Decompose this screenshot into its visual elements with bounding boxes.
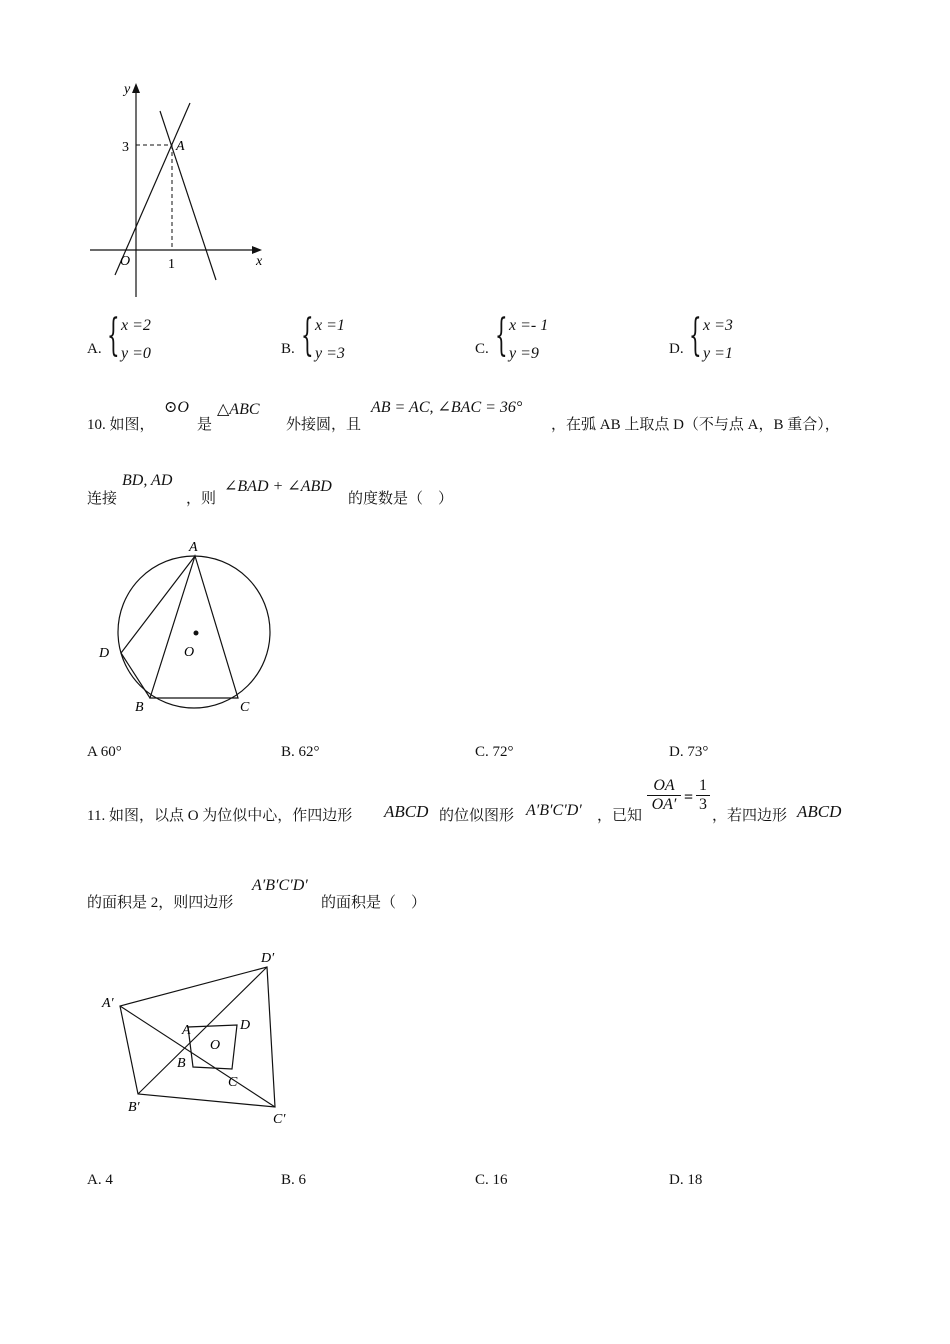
segments-expression: BD, AD	[122, 472, 173, 489]
q10-option-c[interactable]: C. 72°	[475, 744, 514, 760]
vertex-a-label: A	[182, 1023, 191, 1038]
text-fragment: 的度数是（ ）	[348, 491, 454, 507]
ratio-fraction-left	[647, 777, 681, 814]
circle-symbol: ⊙O	[164, 399, 189, 416]
q10-number: 10. 如图，	[87, 417, 155, 433]
origin-label: O	[120, 254, 131, 269]
fraction-numerator: OA	[653, 777, 675, 794]
text-fragment: ，则	[186, 491, 217, 507]
eq-line-1: x =3	[703, 317, 733, 334]
eq-line-2: y =1	[703, 345, 733, 362]
eq-line-2: y =0	[121, 345, 151, 362]
x-tick-label: 1	[168, 257, 175, 272]
q11-option-c[interactable]: C. 16	[475, 1172, 508, 1188]
vertex-c-label: C	[240, 700, 250, 715]
quad-image: A′B′C′D′	[526, 802, 582, 819]
q10-option-b[interactable]: B. 62°	[281, 744, 320, 760]
q9-coordinate-graph	[80, 75, 280, 305]
brace-icon: {	[495, 310, 508, 361]
vertex-b-label: B	[177, 1056, 186, 1071]
option-letter: D.	[669, 341, 684, 357]
vertex-b-prime-label: B′	[128, 1100, 140, 1115]
option-letter: A.	[87, 341, 102, 357]
text-fragment: ，在弧 AB 上取点 D（不与点 A，B 重合），	[551, 417, 840, 433]
option-letter: C.	[475, 341, 489, 357]
q11-number: 11. 如图，以点 O 为位似中心，作四边形	[87, 808, 353, 824]
text-fragment: 外接圆，且	[286, 417, 362, 433]
angle-sum-expression: ∠BAD + ∠ABD	[224, 478, 332, 495]
eq-line-2: y =3	[315, 345, 345, 362]
center-o-label: O	[210, 1038, 221, 1053]
vertex-c-prime-label: C′	[273, 1112, 286, 1127]
q11-option-b[interactable]: B. 6	[281, 1172, 307, 1188]
text-fragment: 是	[197, 417, 213, 433]
quad-abcd: ABCD	[384, 802, 429, 821]
x-axis-label: x	[256, 254, 263, 269]
condition-expression: AB = AC, ∠BAC = 36°	[371, 399, 523, 416]
q10-option-a[interactable]: A 60°	[87, 744, 122, 760]
fraction-denominator: OA′	[647, 795, 681, 814]
y-tick-label: 3	[122, 140, 129, 155]
text-fragment: 的面积是 2，则四边形	[87, 895, 234, 911]
ratio-fraction-right	[696, 777, 710, 814]
y-axis-label: y	[124, 82, 131, 97]
q11-homothety-figure	[95, 945, 310, 1130]
q10-circle-figure	[90, 535, 290, 720]
q11-option-d[interactable]: D. 18	[669, 1172, 703, 1188]
eq-line-1: x =2	[121, 317, 151, 334]
text-fragment: 的位似图形	[439, 808, 515, 824]
triangle-symbol: △ABC	[217, 401, 260, 418]
q10-option-d[interactable]: D. 73°	[669, 744, 709, 760]
eq-line-1: x =- 1	[509, 317, 549, 334]
fraction-denominator: 3	[696, 795, 710, 814]
fraction-numerator: 1	[699, 777, 707, 794]
brace-icon: {	[301, 310, 314, 361]
center-o-label: O	[184, 645, 195, 660]
point-a-label: A	[176, 139, 185, 154]
vertex-a-prime-label: A′	[102, 996, 114, 1011]
brace-icon: {	[107, 310, 120, 361]
vertex-d-prime-label: D′	[261, 951, 275, 966]
q11-option-a[interactable]: A. 4	[87, 1172, 113, 1188]
vertex-d-label: D	[240, 1018, 251, 1033]
text-fragment: 的面积是（ ）	[321, 895, 427, 911]
vertex-a-label: A	[189, 540, 198, 555]
text-fragment: ，已知	[597, 808, 643, 824]
eq-line-2: y =9	[509, 345, 539, 362]
vertex-c-label: C	[228, 1075, 238, 1090]
quad-image: A′B′C′D′	[252, 877, 308, 894]
text-fragment: 连接	[87, 491, 118, 507]
vertex-d-label: D	[99, 646, 110, 661]
brace-icon: {	[689, 310, 702, 361]
equals-sign: =	[684, 789, 694, 806]
text-fragment: ，若四边形	[712, 808, 788, 824]
eq-line-1: x =1	[315, 317, 345, 334]
vertex-b-label: B	[135, 700, 144, 715]
option-letter: B.	[281, 341, 295, 357]
quad-abcd: ABCD	[797, 802, 842, 821]
